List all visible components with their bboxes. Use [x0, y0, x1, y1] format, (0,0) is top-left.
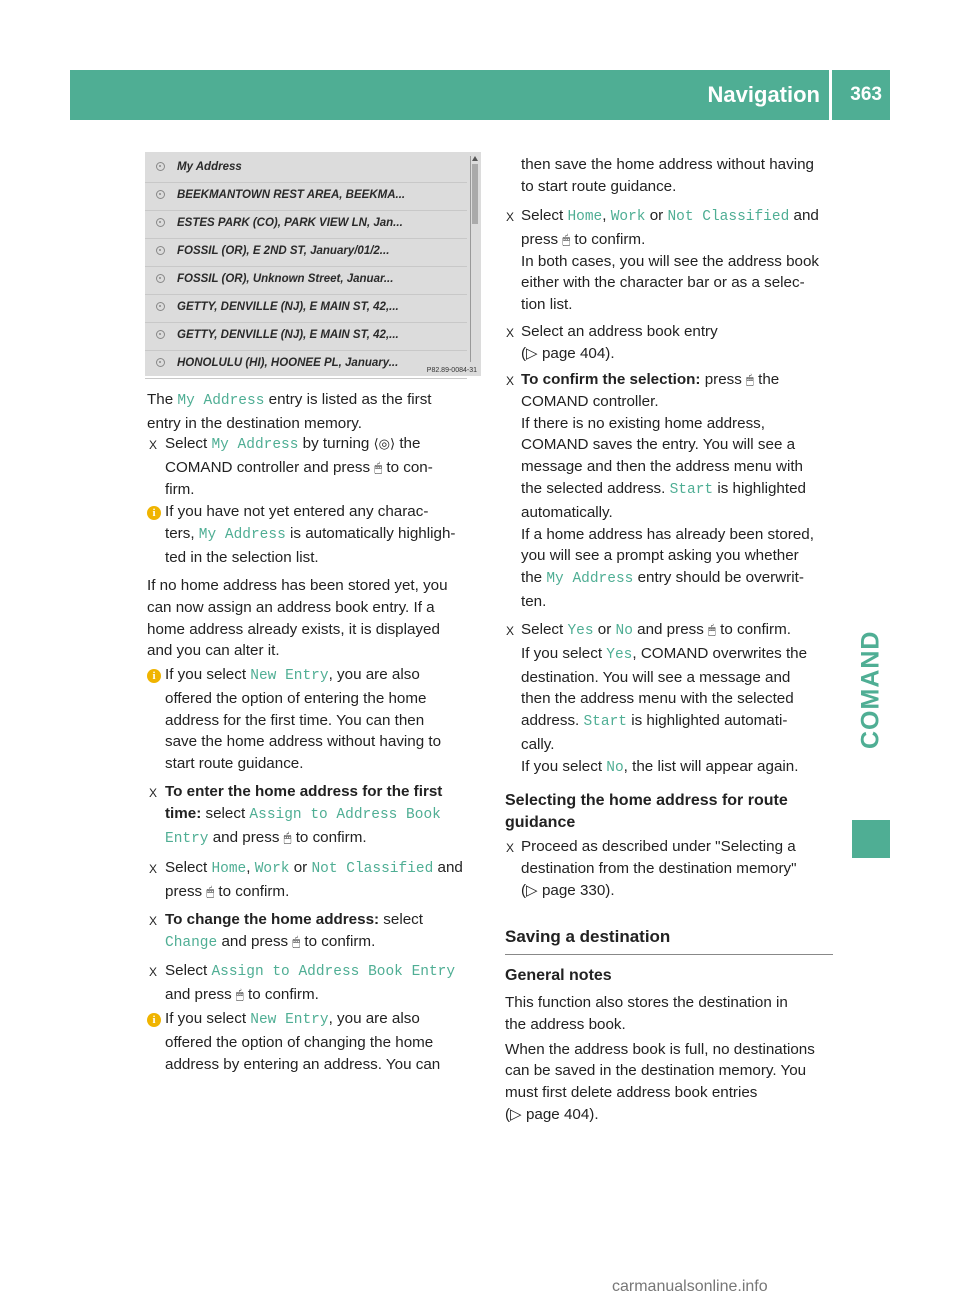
list-item — [145, 294, 467, 323]
press-icon: 🖱 — [562, 231, 571, 247]
list-item-label: GETTY, DENVILLE (NJ), E MAIN ST, 42,... — [177, 329, 399, 341]
press-icon: 🖱 — [374, 459, 383, 475]
press-icon: 🖱 — [746, 372, 754, 387]
scroll-thumb — [472, 164, 478, 224]
step-arrow-icon: X — [149, 965, 158, 979]
step-arrow-icon: X — [149, 914, 158, 928]
header-divider — [829, 70, 832, 120]
step-arrow-icon: X — [506, 210, 515, 224]
step: To confirm the selection: press 🖱 the COMAND controller. If there is no existing home address, COMAND saves the entry. You will see a message and then the address menu with the selected address. Start is highlighted automatically. If a home address has already been stored, you will see a prompt asking you whether the My Address entry should be overwrit- ten. — [521, 371, 814, 610]
side-tab — [852, 120, 890, 1283]
destination-icon — [156, 190, 165, 199]
step: Select Assign to Address Book Entry and press 🖱 to confirm. — [165, 962, 456, 1003]
info-icon: i — [147, 506, 161, 520]
step-arrow-icon: X — [506, 374, 515, 388]
step-arrow-icon: X — [149, 862, 158, 876]
step-arrow-icon: X — [149, 438, 158, 452]
paragraph-block: If no home address has been stored yet, you can now assign an address book entry. If a home address already exists, it is displayed and you can alter it. — [147, 577, 448, 660]
step: Select My Address by turning ⟨◎⟩ the COMAND controller and press 🖱 to con- firm. — [165, 435, 433, 498]
scroll-up-icon — [472, 156, 478, 161]
step-arrow-icon: X — [506, 326, 515, 340]
info-note: If you select New Entry, you are also offered the option of changing the home address by entering an address. You can — [165, 1010, 441, 1073]
paragraph: entry in the destination memory. — [147, 414, 362, 432]
step: To change the home address: select Change and press 🖱 to confirm. — [165, 911, 423, 951]
section-heading: Saving a destination — [505, 927, 671, 946]
press-icon: 🖱 — [292, 933, 301, 949]
list-item-label: ESTES PARK (CO), PARK VIEW LN, Jan... — [177, 217, 403, 229]
info-note: If you have not yet entered any charac- ters, My Address is automatically highligh- ted in the selection list. — [165, 503, 456, 566]
step: Proceed as described under "Selecting a destination from the destination memory" (▷ page 330). — [521, 838, 797, 899]
destination-icon — [156, 218, 165, 227]
step-arrow-icon: X — [149, 786, 158, 800]
side-tab-label: COMAND — [856, 630, 885, 750]
destination-icon — [156, 330, 165, 339]
step: Select Home, Work or Not Classified and press 🖱 to confirm. In both cases, you will see the address book either with the character bar or as a selec- tion list. — [521, 207, 820, 314]
list-item — [145, 154, 467, 183]
info-note: If you select New Entry, you are also offered the option of entering the home address for the first time. You can then save the home address without having to start route guidance. — [165, 666, 442, 773]
step-arrow-icon: X — [506, 841, 515, 855]
destination-icon — [156, 274, 165, 283]
side-tab-marker — [852, 820, 890, 858]
list-item — [145, 266, 467, 295]
subsection-heading: Selecting the home address for route guidance — [505, 792, 788, 831]
list-item-label: FOSSIL (OR), Unknown Street, Januar... — [177, 273, 394, 285]
figure-code: P82.89-0084-31 — [426, 367, 477, 374]
watermark: carmanualsonline.info — [612, 1278, 768, 1295]
step: Select Yes or No and press 🖱 to confirm. If you select Yes, COMAND overwrites the destination. You will see a message and then the address menu with the selected address. Start is highlighted automati- cally. If you select No, the list will appear again. — [521, 621, 808, 776]
list-item — [145, 322, 467, 351]
list-item-label: GETTY, DENVILLE (NJ), E MAIN ST, 42,... — [177, 301, 399, 313]
info-icon: i — [147, 669, 161, 683]
info-icon: i — [147, 1013, 161, 1027]
step: To enter the home address for the first time: select Assign to Address Book Entry and press 🖱 to confirm. — [165, 783, 443, 847]
page-number: 363 — [850, 84, 882, 105]
list-item — [145, 350, 467, 379]
paragraph-block: This function also stores the destination in the address book. When the address book is full, no destinations can be saved in the destination memory. You must first delete address book entries (▷ page 404). — [505, 994, 815, 1123]
step: Select an address book entry (▷ page 404). — [521, 323, 718, 362]
list-item-label: FOSSIL (OR), E 2ND ST, January/01/2... — [177, 245, 390, 257]
list-item — [145, 210, 467, 239]
subsection-heading: General notes — [505, 967, 612, 984]
list-item-label: HONOLULU (HI), HOONEE PL, January... — [177, 357, 399, 369]
heading-rule — [505, 954, 833, 955]
destination-icon — [156, 162, 165, 171]
step: Select Home, Work or Not Classified and press 🖱 to confirm. — [165, 859, 463, 900]
controller-turn-icon: ⟨◎⟩ — [373, 436, 396, 451]
list-item-label: BEEKMANTOWN REST AREA, BEEKMA... — [177, 189, 406, 201]
press-icon: 🖱 — [283, 829, 292, 845]
press-icon: 🖱 — [235, 986, 244, 1002]
list-item-label: My Address — [177, 161, 242, 173]
scrollbar — [470, 156, 479, 362]
step-arrow-icon: X — [506, 624, 515, 638]
destination-icon — [156, 302, 165, 311]
page-header — [70, 70, 890, 120]
left-column — [147, 389, 482, 435]
destination-icon — [156, 358, 165, 367]
list-item — [145, 238, 467, 267]
press-icon: 🖱 — [206, 883, 215, 899]
paragraph: The My Address entry is listed as the first — [147, 391, 432, 409]
address-list-screenshot — [145, 152, 481, 376]
paragraph: then save the home address without having to start route guidance. — [521, 156, 814, 195]
press-icon: 🖱 — [708, 622, 716, 637]
section-title: Navigation — [707, 82, 820, 107]
list-item — [145, 182, 467, 211]
destination-icon — [156, 246, 165, 255]
